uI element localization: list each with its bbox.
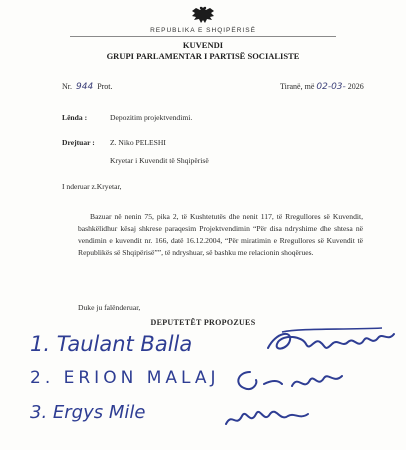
addressee-label: Drejtuar :: [62, 138, 95, 147]
signatory-name-2: 2. ERION MALAJ: [30, 368, 220, 388]
institution-heading: KUVENDI: [182, 40, 224, 50]
handwritten-date: 02-03-: [316, 82, 346, 92]
body-paragraph: [78, 211, 363, 259]
signatory-row-1: [0, 326, 406, 366]
signatory-name-1: 1. Taulant Balla: [30, 332, 193, 356]
year: 2026: [347, 82, 364, 91]
closing-line: Duke ju falënderuar,: [78, 303, 141, 312]
subject-value: Depozitim projektvendimi.: [110, 113, 193, 122]
signature-1: [262, 326, 402, 362]
republic-heading: REPUBLIKA E SHQIPËRISË: [150, 27, 256, 34]
double-headed-eagle-emblem: [190, 4, 216, 26]
addressee-name: Z. Niko PELESHI: [110, 138, 166, 147]
nr-handwritten-value: 944: [76, 82, 94, 92]
place-label: Tiranë, më: [280, 82, 315, 91]
signatory-name-3: 3. Ergys Mile: [30, 402, 146, 423]
subject-label: Lënda :: [62, 113, 88, 122]
body-text: Bazuar në nenin 75, pika 2, të Kushtetutës dhe nenit 117, të Rregullores së Kuvendit, bashkëlidhur kësaj shkrese paraqesim Projektvendimin “Për disa ndryshime dhe shtesa në vendimin e kuvendit nr. 166, datë 16.12.2004, “Për miratimin e Rregullores së Kuvendit të Republikës së Shqipërisë””, të ndryshuar, së bashku me relacionin shoqërues.: [78, 212, 363, 257]
proposers-heading: DEPUTETËT PROPOZUES: [150, 318, 256, 327]
prot-label: Prot.: [97, 82, 113, 91]
nr-label: Nr.: [62, 82, 72, 91]
place-date: [280, 82, 364, 92]
header-divider: [70, 36, 336, 37]
signatory-row-3: [0, 398, 406, 438]
signature-2: [232, 366, 352, 398]
addressee-title: Kryetar i Kuvendit të Shqipërisë: [110, 156, 209, 165]
protocol-number: [62, 82, 113, 92]
salutation: I nderuar z.Kryetar,: [62, 182, 122, 191]
signature-3: [222, 402, 312, 432]
group-heading: GRUPI PARLAMENTAR I PARTISË SOCIALISTE: [106, 51, 300, 61]
